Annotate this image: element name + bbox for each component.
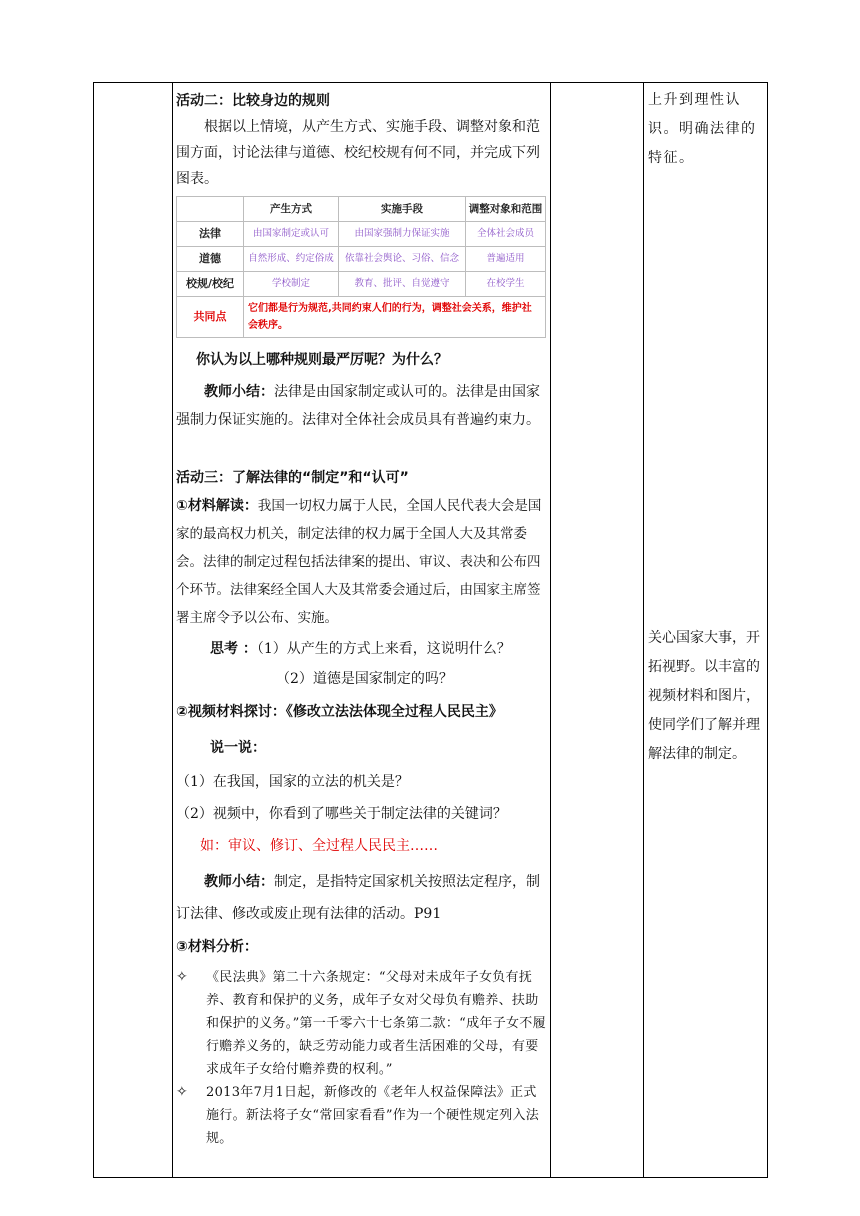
side-note-2: 关心国家大事，开拓视野。以丰富的视频材料和图片，使同学们了解并理解法律的制定。: [648, 630, 760, 762]
table-row-common: [177, 297, 546, 338]
table-cell: 依靠社会舆论、习俗、信念: [339, 247, 466, 272]
table-cell: 由国家制定或认可: [244, 222, 339, 247]
say-q2: （2）视频中，你看到了哪些关于制定法律的关键词？: [176, 806, 507, 822]
activity3-summary: [176, 866, 546, 930]
frame-top-border: [93, 82, 768, 83]
header-scope: 调整对象和范围: [466, 197, 546, 222]
think-line: [176, 634, 546, 664]
frame-bottom-border: [93, 1177, 768, 1178]
activity2-intro: 根据以上情境，从产生方式、实施手段、调整对象和范围方面，讨论法律与道德、校纪校规有何不同，并完成下列图表。: [176, 119, 540, 187]
column-divider-3: [643, 82, 644, 1178]
activity2-summary: [176, 378, 546, 434]
summary-label: 教师小结：: [204, 874, 274, 890]
say-q1: （1）在我国，国家的立法的机关是？: [176, 774, 409, 790]
row-label-school-rules: 校规/校纪: [177, 272, 244, 297]
bullet-text: 2013年7月1日起，新修改的《老年人权益保障法》正式施行。新法将子女“常回家看看”作为一个硬性规定列入法规。: [206, 1085, 540, 1146]
table-cell: 全体社会成员: [466, 222, 546, 247]
common-text: 它们都是行为规范,共同约束人们的行为，调整社会关系，维护社会秩序。: [244, 297, 546, 338]
activity2-title: 活动二：比较身边的规则: [176, 93, 330, 109]
comparison-header-row: [177, 197, 546, 222]
think-q2: （2）道德是国家制定的吗？: [276, 671, 453, 687]
table-row: [177, 222, 546, 247]
row-label-law: 法律: [177, 222, 244, 247]
header-empty: [177, 197, 244, 222]
material1-text: 我国一切权力属于人民，全国人民代表大会是国家的最高权力机关，制定法律的权力属于全国人大及其常委会。法律的制定过程包括法律案的提出、审议、表决和公布四个环节。法律案经全国人大及其常委会通过后，由国家主席签署主席令予以公布、实施。: [176, 498, 542, 626]
diamond-bullet-icon: ✧: [176, 969, 188, 985]
row-label-common: 共同点: [177, 297, 244, 338]
column-divider-1: [172, 82, 173, 1178]
table-cell: 由国家强制力保证实施: [339, 222, 466, 247]
list-item: [176, 1081, 546, 1150]
table-cell: 教育、批评、自觉遵守: [339, 272, 466, 297]
summary-label: 教师小结：: [204, 384, 274, 400]
material3-title: ③材料分析：: [176, 939, 258, 955]
activity3-title: 活动三：了解法律的“制定”和“认可”: [176, 470, 409, 486]
diamond-bullet-icon: ✧: [176, 1084, 188, 1100]
material2-title: ②视频材料探讨：《修改立法法体现全过程人民民主》: [176, 704, 503, 720]
table-cell: 自然形成、约定俗成: [244, 247, 339, 272]
comparison-table: [176, 196, 546, 338]
say-answer: 如：审议、修订、全过程人民民主……: [200, 838, 438, 854]
table-row: [177, 272, 546, 297]
header-means: 实施手段: [339, 197, 466, 222]
frame-right-border: [767, 82, 768, 1178]
list-item: [176, 966, 546, 1081]
table-cell: 学校制定: [244, 272, 339, 297]
think-label: 思考 ：: [210, 641, 257, 657]
think-q1: （1）从产生的方式上来看，这说明什么？: [256, 641, 511, 657]
header-origin: 产生方式: [244, 197, 339, 222]
column-divider-2: [550, 82, 551, 1178]
table-cell: 普遍适用: [466, 247, 546, 272]
table-row: [177, 247, 546, 272]
material1-label: ①材料解读：: [176, 498, 258, 514]
row-label-morality: 道德: [177, 247, 244, 272]
summary-text: 制定，是指特定国家机关按照法定程序，制订法律、修改或废止现有法律的活动。P91: [176, 874, 540, 922]
activity2-question: 你认为以上哪种规则最严厉呢？为什么？: [196, 352, 448, 368]
spacer: [176, 434, 546, 464]
frame-left-border: [93, 82, 94, 1178]
main-content: [176, 88, 546, 1150]
material1: [176, 492, 546, 632]
side-note-1: 上升到理性认识。明确法律的特征。: [648, 92, 757, 166]
table-cell: 在校学生: [466, 272, 546, 297]
summary-text: 法律是由国家制定或认可的。法律是由国家强制力保证实施的。法律对全体社会成员具有普遍约束力。: [176, 384, 540, 428]
say-label: 说一说：: [210, 740, 266, 756]
bullet-text: 《民法典》第二十六条规定：“父母对未成年子女负有抚养、教育和保护的义务，成年子女对父母负有赡养、扶助和保护的义务。”第一千零六十七条第二款：“成年子女不履行赡养义务的，缺乏劳动能力或者生活困难的父母，有要求成年子女给付赡养费的权利。”: [206, 970, 546, 1077]
